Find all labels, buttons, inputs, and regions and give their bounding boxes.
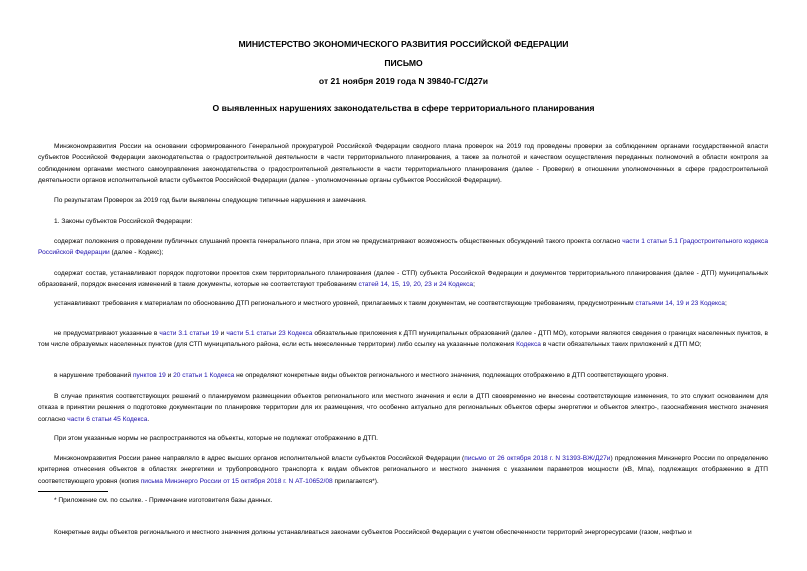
link-code-articles-14-24[interactable]: статей 14, 15, 19, 20, 23 и 24 Кодекса <box>358 281 474 289</box>
document-date-number: от 21 ноября 2019 года N 39840-ГС/Д27и <box>318 76 489 86</box>
paragraph-text: Минэкономразвития России ранее направляло в адрес высших органов исполнительной власти субъектов Российской Федерации ( <box>54 455 465 462</box>
ministry-heading: МИНИСТЕРСТВО ЭКОНОМИЧЕСКОГО РАЗВИТИЯ РОССИЙСКОЙ ФЕДЕРАЦИИ <box>238 39 569 49</box>
link-article-45-part-6[interactable]: части 6 статьи 45 Кодекса <box>67 415 148 423</box>
link-article-23-part-5-1[interactable]: части 5.1 статьи 23 Кодекса <box>226 330 313 337</box>
paragraph-attachments <box>38 328 768 351</box>
paragraph-text: обязательные приложения к ДТП муниципальных образований (далее - ДТП МО), которыми являются сведения о границах населенных пунктов, в том числе образуемых населенных пунктов (для СТП муниципального района, если есть межселенные территории) либо ссылку на указанные положения <box>38 330 768 349</box>
paragraph-text: прилагается*). <box>332 477 379 485</box>
link-letter-minenergo[interactable]: письма Минэнерго России от 15 октября 2018 г. N АТ-10652/08 <box>140 477 333 485</box>
link-article-1-item-19[interactable]: пунктов 19 <box>132 372 166 379</box>
paragraph-text: в нарушение требований <box>54 372 133 379</box>
paragraph-text: не определяют конкретные виды объектов регионального и местного значения, подлежащих отображению в ДТП соответствующего уровня. <box>234 372 669 379</box>
paragraph-text: устанавливают требования к материалам по обоснованию ДТП регионального и местного уровней, прилагаемых к таким документам, не соответствующие требованиям, предусмотренным <box>54 300 636 307</box>
paragraph-text: (далее - Кодекс); <box>109 249 164 257</box>
footnote-divider <box>38 491 108 492</box>
paragraph-text: не предусматривают указанные в <box>54 330 160 337</box>
paragraph-text: содержат положения о проведении публичных слушаний проекта генерального плана, при этом не предусматривают возможность общественных обсуждений такого проекта согласно <box>54 238 623 245</box>
paragraph-object-types-laws: Конкретные виды объектов регионального и местного значения должны устанавливаться законами субъектов Российской Федерации с учетом обеспеченности территорий энергоресурсами (газом, нефтью и <box>54 529 692 536</box>
footnote: * Приложение см. по ссылке. - Примечание изготовителя базы данных. <box>54 497 273 504</box>
paragraph-text: содержат состав, устанавливают порядок подготовки проектов схем территориального планирования (далее - СТП) субъекта Российской Федерации и документов территориального планирования (далее - ДТП) муниципальных образований, порядок внесения изменений в такие документы, которые не соответствуют требованиям <box>38 270 768 289</box>
paragraph-object-types <box>38 370 768 381</box>
document-subject: О выявленных нарушениях законодательства в сфере территориального планирования <box>212 103 595 113</box>
paragraph-composition <box>38 268 768 291</box>
link-article-19-part-3-1[interactable]: части 3.1 статьи 19 <box>159 330 219 337</box>
paragraph-laws-heading: 1. Законы субъектов Российской Федерации: <box>54 218 193 225</box>
paragraph-text: и <box>165 372 174 379</box>
paragraph-minenergo-proposals <box>38 453 768 487</box>
paragraph-text: В случае принятия соответствующих решений о планируемом размещении объектов регионального или местного значения и если в ДТП своевременно не внесены соответствующие изменения, то это служит основанием для отказа в принятии решения о подготовке документации по планировке территории для их размещения, что особенно актуально для региональных объектов сферы энергетики и объектов электро-, газоснабжения местного значения согласно <box>38 393 768 423</box>
paragraph-public-hearings <box>38 236 768 259</box>
link-code-article-5-1[interactable]: части 1 статьи 5.1 Градостроительного кодекса Российской Федерации <box>38 238 768 257</box>
paragraph-intro: Минэкономразвития России на основании сформированного Генеральной прокуратурой Российской Федерации сводного плана проверок на 2019 год проведены проверки за соблюдением органами государственной власти субъектов Российской Федерации законодательства о градостроительной деятельности в части территориального планирования, а также за полнотой и качеством осуществления переданных полномочий в области контроля за соблюдением органами местного самоуправления законодательства о градостроительной деятельности в части территориального планирования (далее - Проверки) в отношении уполномоченных в сфере градостроительной деятельности органов исполнительной власти субъектов Российской Федерации (далее - уполномоченные органы субъектов Российской Федерации). <box>38 143 768 184</box>
paragraph-text: и <box>218 330 227 337</box>
link-letter-31393[interactable]: письмо от 26 октября 2018 г. N 31393-ВЖ/Д27и <box>464 455 611 462</box>
paragraph-refusal-basis <box>38 391 768 425</box>
paragraph-text: . <box>147 415 150 423</box>
document-type: ПИСЬМО <box>384 58 423 68</box>
paragraph-text: ; <box>724 300 727 307</box>
paragraph-results: По результатам Проверок за 2019 год были выявлены следующие типичные нарушения и замечания. <box>54 197 367 204</box>
paragraph-text: ; <box>473 281 475 289</box>
paragraph-text: в части обязательных таких приложений к ДТП МО; <box>540 341 702 349</box>
link-code-articles-14-19-23[interactable]: статьями 14, 19 и 23 Кодекса <box>635 300 725 307</box>
paragraph-text: ) предложения Минэнерго России по определению критериев отнесения объектов в областях энергетики и трубопроводного транспорта к видам объектов регионального и местного значения с указанием параметров мощности (кВ, Мпа), подлежащих отображению в ДТП соответствующего уровня (копия <box>38 455 769 485</box>
link-code[interactable]: Кодекса <box>516 341 541 349</box>
paragraph-materials <box>38 298 768 309</box>
paragraph-exception: При этом указанные нормы не распространяются на объекты, которые не подлежат отображению в ДТП. <box>54 435 378 442</box>
link-article-1-item-20[interactable]: 20 статьи 1 Кодекса <box>173 372 235 379</box>
